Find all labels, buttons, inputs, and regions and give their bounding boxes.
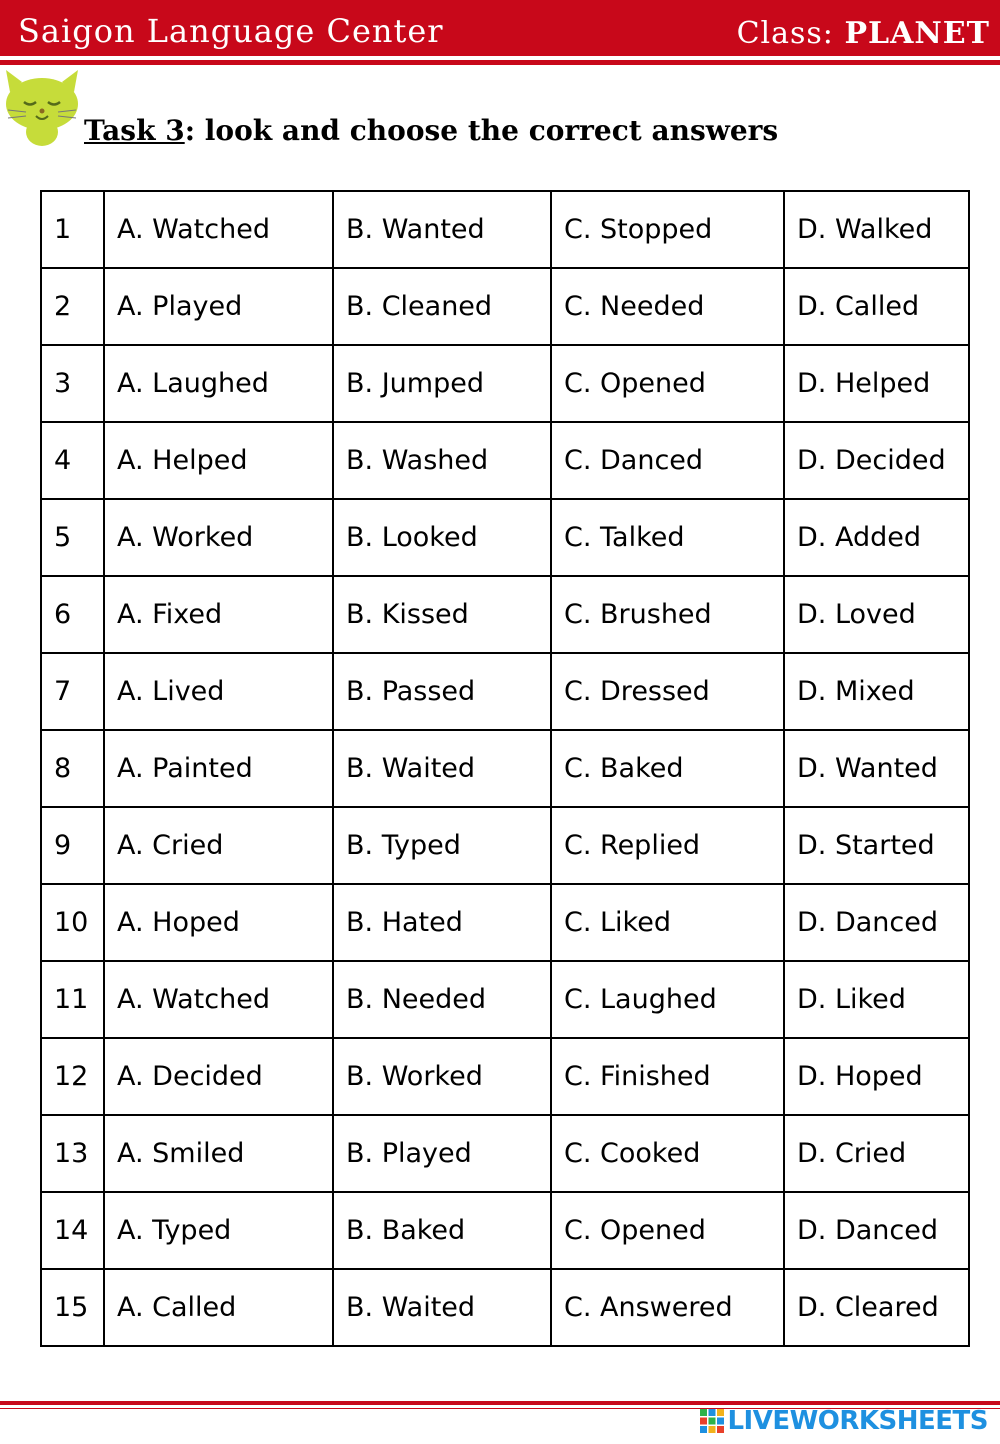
answer-option[interactable]: C. Opened bbox=[551, 345, 784, 422]
answer-option[interactable]: D. Called bbox=[784, 268, 969, 345]
header-divider bbox=[0, 60, 1000, 65]
answer-option[interactable]: A. Watched bbox=[104, 961, 333, 1038]
table-row bbox=[41, 1115, 969, 1192]
answer-option[interactable]: C. Laughed bbox=[551, 961, 784, 1038]
header-bar bbox=[0, 0, 1000, 56]
table-row bbox=[41, 499, 969, 576]
table-row bbox=[41, 961, 969, 1038]
answer-option[interactable]: B. Worked bbox=[333, 1038, 551, 1115]
answer-option[interactable]: D. Loved bbox=[784, 576, 969, 653]
answer-option[interactable]: A. Called bbox=[104, 1269, 333, 1346]
question-number: 7 bbox=[41, 653, 104, 730]
answer-option[interactable]: B. Passed bbox=[333, 653, 551, 730]
task-label: Task 3 bbox=[84, 114, 185, 147]
answer-option[interactable]: A. Decided bbox=[104, 1038, 333, 1115]
answer-option[interactable]: C. Answered bbox=[551, 1269, 784, 1346]
watermark bbox=[699, 1406, 988, 1436]
answer-option[interactable]: D. Cried bbox=[784, 1115, 969, 1192]
answer-option[interactable]: C. Cooked bbox=[551, 1115, 784, 1192]
table-row bbox=[41, 1038, 969, 1115]
answer-option[interactable]: A. Laughed bbox=[104, 345, 333, 422]
answer-option[interactable]: D. Danced bbox=[784, 1192, 969, 1269]
table-row bbox=[41, 807, 969, 884]
answer-option[interactable]: D. Wanted bbox=[784, 730, 969, 807]
answer-option[interactable]: A. Cried bbox=[104, 807, 333, 884]
watermark-text: LIVEWORKSHEETS bbox=[727, 1406, 988, 1436]
table-row bbox=[41, 1269, 969, 1346]
footer-divider bbox=[0, 1401, 1000, 1405]
answer-option[interactable]: B. Kissed bbox=[333, 576, 551, 653]
answer-option[interactable]: D. Decided bbox=[784, 422, 969, 499]
answer-option[interactable]: A. Typed bbox=[104, 1192, 333, 1269]
question-number: 13 bbox=[41, 1115, 104, 1192]
answer-option[interactable]: D. Liked bbox=[784, 961, 969, 1038]
answer-option[interactable]: B. Looked bbox=[333, 499, 551, 576]
question-number: 3 bbox=[41, 345, 104, 422]
answer-option[interactable]: C. Liked bbox=[551, 884, 784, 961]
answer-option[interactable]: B. Baked bbox=[333, 1192, 551, 1269]
question-number: 4 bbox=[41, 422, 104, 499]
question-number: 11 bbox=[41, 961, 104, 1038]
answer-option[interactable]: A. Painted bbox=[104, 730, 333, 807]
answer-option[interactable]: D. Cleared bbox=[784, 1269, 969, 1346]
answer-option[interactable]: C. Brushed bbox=[551, 576, 784, 653]
answer-option[interactable]: A. Played bbox=[104, 268, 333, 345]
answer-option[interactable]: D. Mixed bbox=[784, 653, 969, 730]
answer-option[interactable]: B. Played bbox=[333, 1115, 551, 1192]
answer-option[interactable]: D. Walked bbox=[784, 191, 969, 268]
question-number: 1 bbox=[41, 191, 104, 268]
table-row bbox=[41, 884, 969, 961]
answer-option[interactable]: A. Worked bbox=[104, 499, 333, 576]
answer-option[interactable]: C. Opened bbox=[551, 1192, 784, 1269]
answer-option[interactable]: C. Finished bbox=[551, 1038, 784, 1115]
answer-option[interactable]: B. Jumped bbox=[333, 345, 551, 422]
class-label: Class: bbox=[736, 16, 834, 51]
answer-option[interactable]: A. Watched bbox=[104, 191, 333, 268]
task-instruction: : look and choose the correct answers bbox=[184, 114, 779, 147]
answer-option[interactable]: B. Typed bbox=[333, 807, 551, 884]
answer-option[interactable]: A. Fixed bbox=[104, 576, 333, 653]
table-row bbox=[41, 422, 969, 499]
question-number: 6 bbox=[41, 576, 104, 653]
answer-option[interactable]: A. Hoped bbox=[104, 884, 333, 961]
answer-option[interactable]: D. Hoped bbox=[784, 1038, 969, 1115]
answer-table bbox=[40, 190, 970, 1347]
table-row bbox=[41, 576, 969, 653]
question-number: 12 bbox=[41, 1038, 104, 1115]
table-row bbox=[41, 191, 969, 268]
table-row bbox=[41, 730, 969, 807]
class-info bbox=[737, 16, 990, 51]
answer-option[interactable]: A. Lived bbox=[104, 653, 333, 730]
liveworksheets-logo-icon bbox=[699, 1408, 725, 1434]
class-value: PLANET bbox=[844, 16, 990, 51]
answer-option[interactable]: B. Wanted bbox=[333, 191, 551, 268]
answer-option[interactable]: B. Needed bbox=[333, 961, 551, 1038]
answer-option[interactable]: B. Hated bbox=[333, 884, 551, 961]
answer-option[interactable]: C. Replied bbox=[551, 807, 784, 884]
table-row bbox=[41, 1192, 969, 1269]
answer-option[interactable]: D. Helped bbox=[784, 345, 969, 422]
table-row bbox=[41, 653, 969, 730]
answer-option[interactable]: C. Danced bbox=[551, 422, 784, 499]
center-name: Saigon Language Center bbox=[18, 12, 444, 50]
answer-option[interactable]: C. Dressed bbox=[551, 653, 784, 730]
table-row bbox=[41, 268, 969, 345]
answer-option[interactable]: D. Added bbox=[784, 499, 969, 576]
table-row bbox=[41, 345, 969, 422]
question-number: 10 bbox=[41, 884, 104, 961]
answer-option[interactable]: C. Baked bbox=[551, 730, 784, 807]
question-number: 5 bbox=[41, 499, 104, 576]
answer-option[interactable]: B. Waited bbox=[333, 1269, 551, 1346]
answer-option[interactable]: B. Washed bbox=[333, 422, 551, 499]
answer-option[interactable]: B. Waited bbox=[333, 730, 551, 807]
answer-option[interactable]: C. Stopped bbox=[551, 191, 784, 268]
answer-option[interactable]: D. Danced bbox=[784, 884, 969, 961]
question-number: 15 bbox=[41, 1269, 104, 1346]
answer-option[interactable]: A. Helped bbox=[104, 422, 333, 499]
answer-option[interactable]: C. Talked bbox=[551, 499, 784, 576]
answer-option[interactable]: D. Started bbox=[784, 807, 969, 884]
question-number: 2 bbox=[41, 268, 104, 345]
question-number: 9 bbox=[41, 807, 104, 884]
answer-option[interactable]: C. Needed bbox=[551, 268, 784, 345]
answer-option[interactable]: A. Smiled bbox=[104, 1115, 333, 1192]
question-number: 8 bbox=[41, 730, 104, 807]
task-title bbox=[84, 114, 778, 147]
cat-mascot-icon bbox=[0, 66, 84, 146]
answer-option[interactable]: B. Cleaned bbox=[333, 268, 551, 345]
question-number: 14 bbox=[41, 1192, 104, 1269]
